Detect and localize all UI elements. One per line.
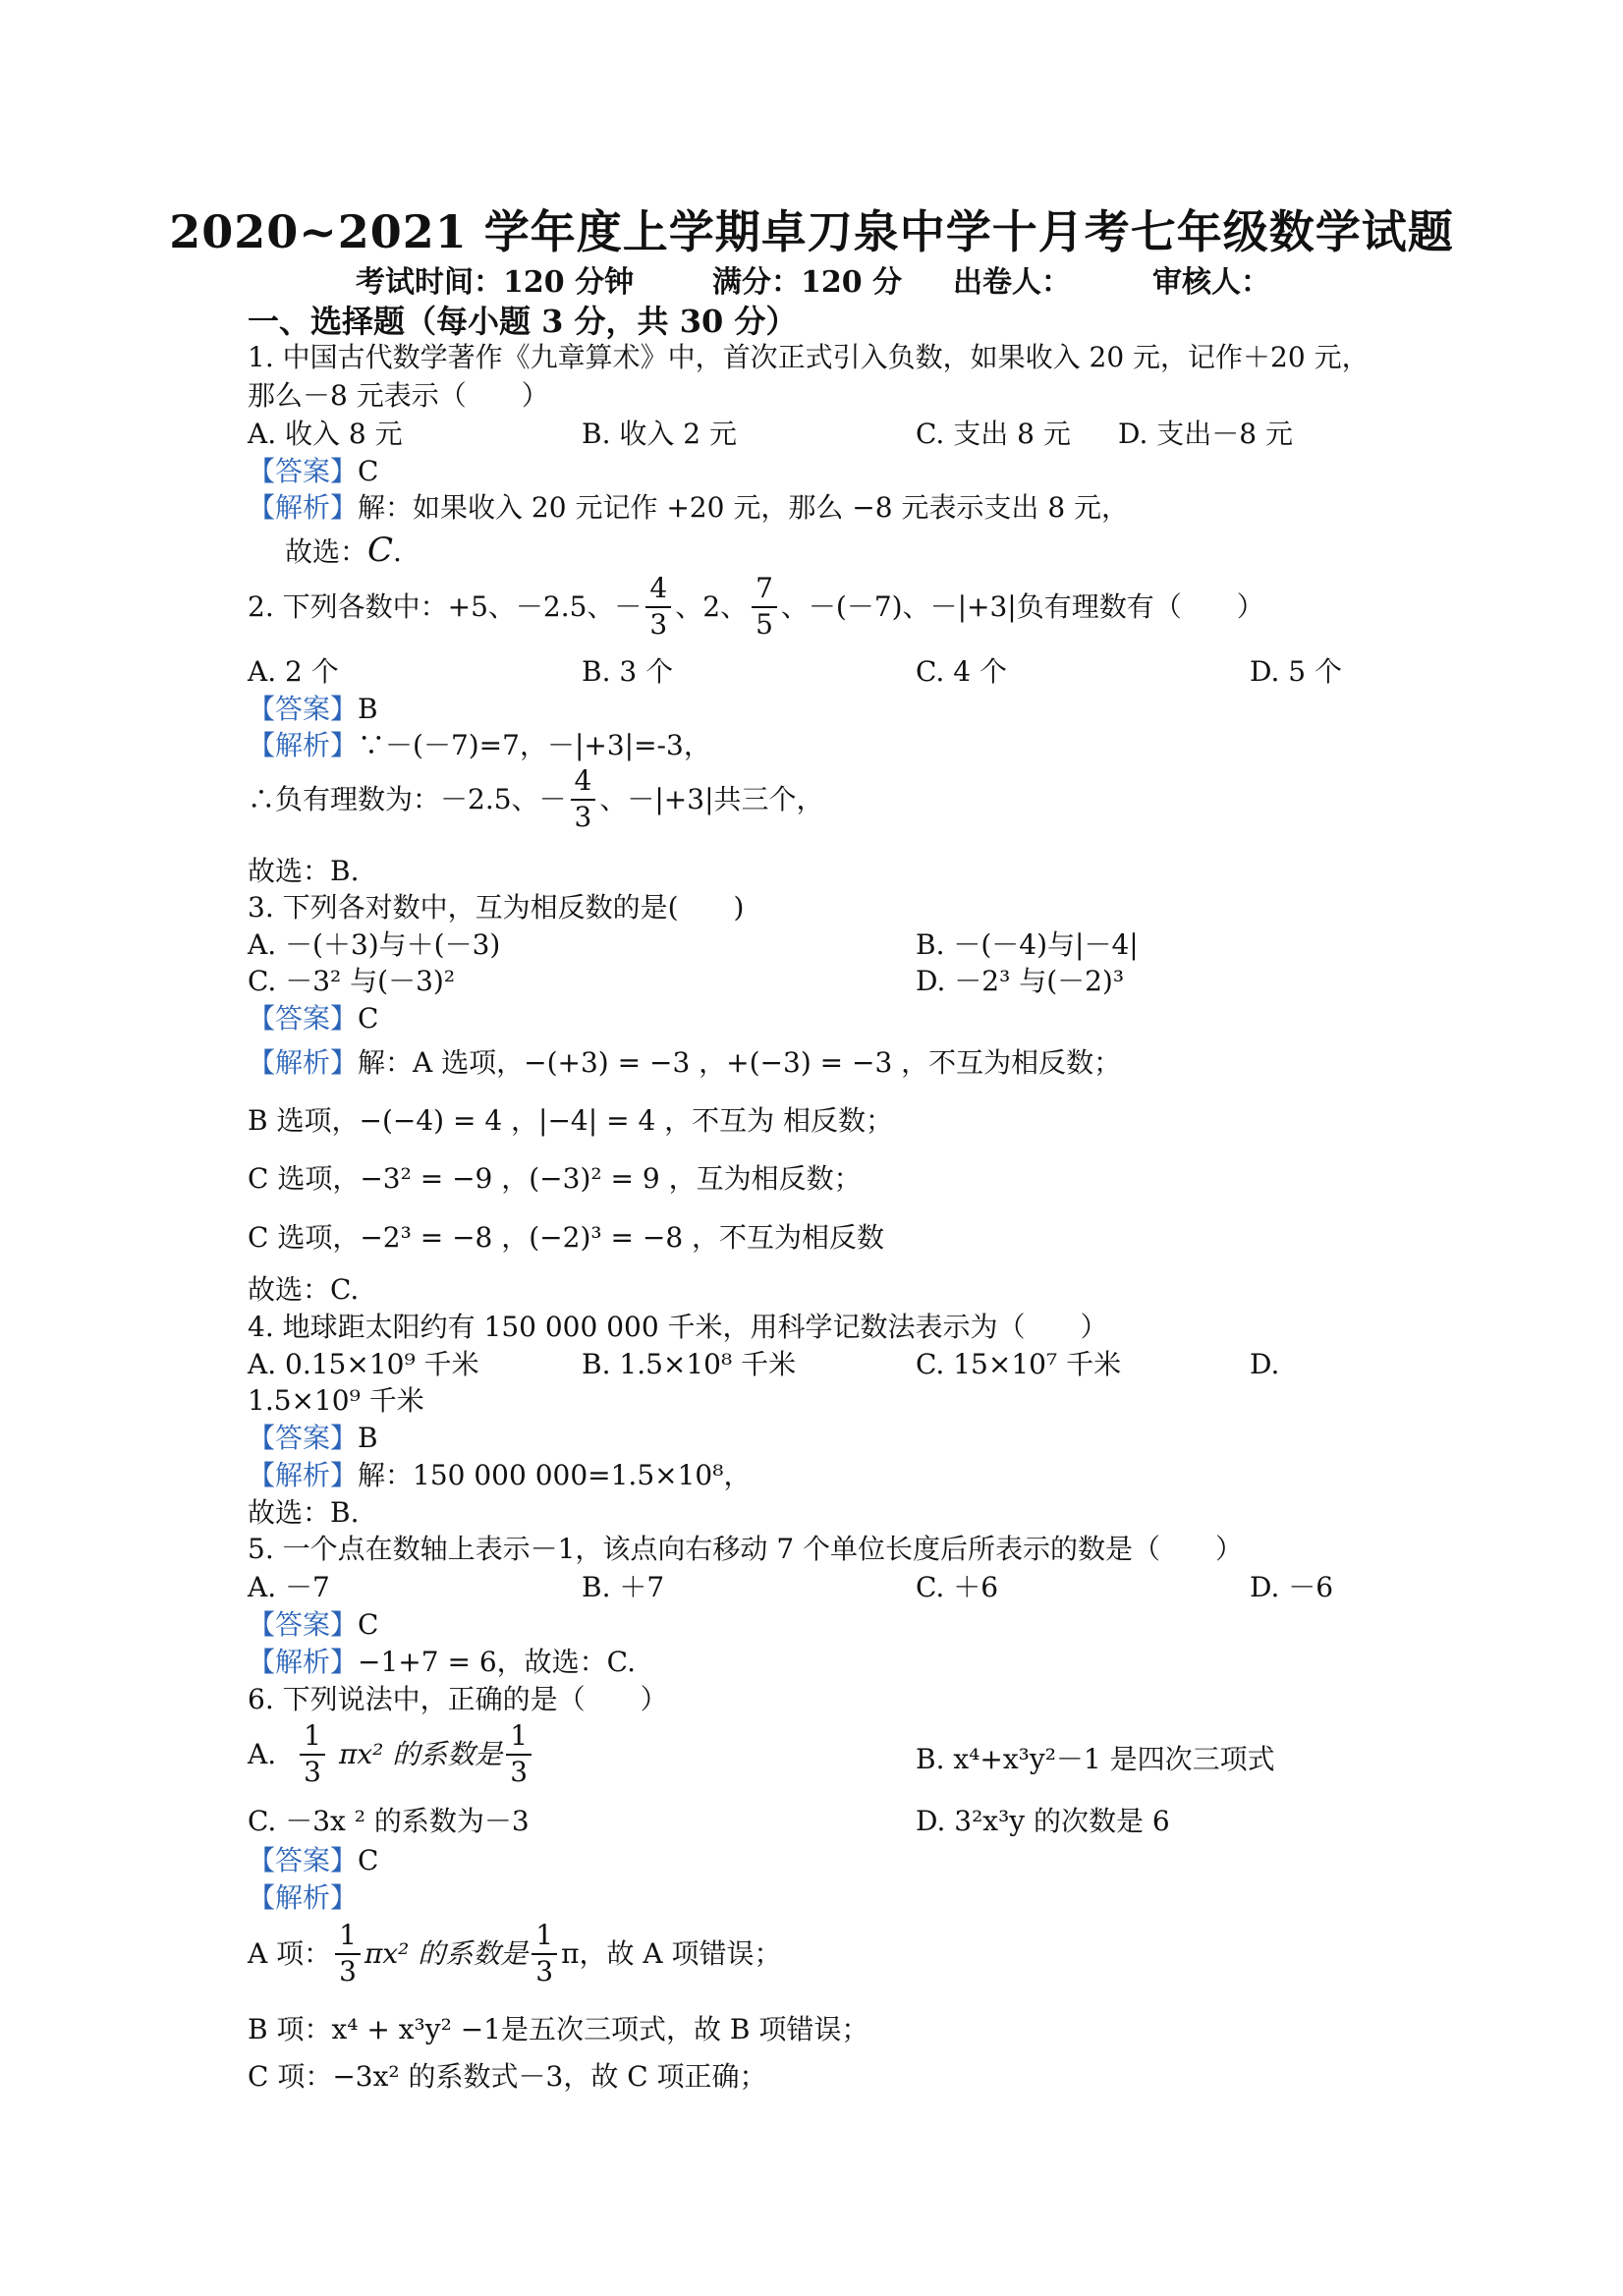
q6-stem: 6. 下列说法中，正确的是（ ） — [248, 1683, 668, 1715]
q3-c-line: C 选项，−3² = −9 ，(−3)² = 9 ，互为相反数； — [248, 1162, 862, 1195]
q6-option-a-fraction-2: $\frac{1}{3}$ — [506, 1721, 532, 1788]
q6-analysis-tag: 【解析】 — [248, 1881, 359, 1914]
q3-option-b: B. －(－4)与|－4| — [916, 928, 1139, 961]
full-score: 满分：120 分 — [712, 265, 903, 300]
q6-answer: 【答案】C — [248, 1844, 379, 1876]
q4-answer-value: B — [358, 1422, 378, 1454]
q3-d-line: C 选项，−2³ = −8 ，(−2)³ = −8 ，不互为相反数 — [248, 1221, 885, 1254]
q2-option-c: C. 4 个 — [916, 655, 1007, 688]
q6-option-a — [248, 1721, 535, 1788]
q5-analysis-text: −1+7 = 6，故选：C. — [358, 1646, 636, 1678]
q3-option-a: A. －(＋3)与＋(－3) — [248, 928, 501, 961]
q2-option-b: B. 3 个 — [582, 655, 674, 688]
q1-select-prefix: 故选： — [285, 535, 368, 568]
q2-fraction-3: $\frac{4}{3}$ — [571, 766, 596, 833]
exam-title: 2020~2021 学年度上学期卓刀泉中学十月考七年级数学试题 — [169, 205, 1454, 258]
q2-stem-c: 、－(－7)、－|+3|负有理数有（ ） — [780, 589, 1264, 623]
q5-option-b: B. ＋7 — [582, 1571, 665, 1603]
q2-option-d: D. 5 个 — [1250, 655, 1342, 688]
q6-option-a-label: A. — [248, 1737, 277, 1770]
q6-a-line — [248, 1921, 782, 1988]
q1-stem-line1: 1. 中国古代数学著作《九章算术》中，首次正式引入负数，如果收入 20 元，记作＋20 元， — [248, 341, 1370, 373]
q6-a-end: π，故 A 项错误； — [561, 1936, 782, 1970]
q4-answer: 【答案】B — [248, 1422, 378, 1454]
q2-answer-value: B — [358, 693, 378, 725]
q4-option-b: B. 1.5×10⁸ 千米 — [582, 1348, 797, 1380]
q2-therefore — [248, 766, 824, 833]
q5-stem: 5. 一个点在数轴上表示－1，该点向右移动 7 个单位长度后所表示的数是（ ） — [248, 1533, 1244, 1565]
q5-analysis: 【解析】−1+7 = 6，故选：C. — [248, 1646, 636, 1678]
q4-analysis: 【解析】解：150 000 000=1.5×10⁸， — [248, 1459, 752, 1491]
q4-option-d-label: D. — [1250, 1348, 1280, 1380]
q2-fraction-1: $\frac{4}{3}$ — [645, 574, 671, 641]
q2-stem-a: 2. 下列各数中：+5、－2.5、－ — [248, 589, 643, 623]
q6-option-a-mid: πx² 的系数是 — [338, 1737, 503, 1770]
reviewer-label: 审核人： — [1152, 265, 1270, 300]
q4-option-d-text: 1.5×10⁹ 千米 — [248, 1384, 424, 1417]
q3-stem: 3. 下列各对数中，互为相反数的是( ) — [248, 891, 745, 924]
q6-option-b: B. x⁴+x³y²－1 是四次三项式 — [916, 1743, 1275, 1775]
q4-analysis-text: 解：150 000 000=1.5×10⁸， — [358, 1459, 752, 1491]
q6-a-label: A 项： — [248, 1936, 332, 1970]
q2-answer: 【答案】B — [248, 693, 378, 725]
q5-answer-value: C — [358, 1608, 379, 1641]
q1-answer-value: C — [358, 455, 379, 487]
q2-therefore-a: ∴负有理数为：－2.5、－ — [248, 782, 567, 815]
section-heading: 一、选择题（每小题 3 分，共 30 分） — [248, 303, 798, 340]
q1-select-value: C — [367, 531, 394, 570]
q4-option-a: A. 0.15×10⁹ 千米 — [248, 1348, 479, 1380]
q5-answer: 【答案】C — [248, 1608, 379, 1641]
analysis-tag: 【解析】 — [248, 491, 359, 524]
q3-b-line: B 选项，−(−4) = 4 ，|−4| = 4 ，不互为 相反数； — [248, 1104, 894, 1137]
q6-option-a-fraction-1: $\frac{1}{3}$ — [300, 1721, 325, 1788]
q1-option-d: D. 支出－8 元 — [1118, 418, 1293, 450]
q2-therefore-b: 、－|+3|共三个， — [599, 782, 824, 815]
q1-option-b: B. 收入 2 元 — [582, 418, 737, 450]
q1-option-c: C. 支出 8 元 — [916, 418, 1071, 450]
q3-answer-value: C — [358, 1002, 379, 1035]
q2-stem-b: 、2、 — [675, 589, 749, 623]
q1-select-suffix: . — [393, 535, 402, 568]
author-label: 出卷人： — [953, 265, 1071, 300]
q3-answer: 【答案】C — [248, 1002, 379, 1035]
q2-fraction-2: $\frac{7}{5}$ — [752, 574, 777, 641]
q1-analysis — [248, 491, 1130, 524]
q1-answer — [248, 455, 379, 487]
q2-option-a: A. 2 个 — [248, 655, 339, 688]
q6-a-mid: πx² 的系数是 — [364, 1936, 529, 1970]
q3-analysis-text: 解：A 选项，−(+3) = −3 ，+(−3) = −3 ，不互为相反数； — [358, 1046, 1122, 1079]
q6-b-line: B 项：x⁴ + x³y² −1是五次三项式，故 B 项错误； — [248, 2013, 869, 2045]
q6-a-fraction-1: $\frac{1}{3}$ — [335, 1921, 361, 1988]
q2-stem — [248, 574, 1264, 641]
q5-option-a: A. －7 — [248, 1571, 330, 1603]
q6-option-c: C. －3x ² 的系数为－3 — [248, 1805, 530, 1837]
q3-option-c: C. －3² 与(－3)² — [248, 965, 456, 997]
q6-answer-value: C — [358, 1844, 379, 1876]
q3-select: 故选：C. — [248, 1273, 360, 1306]
answer-tag: 【答案】 — [248, 455, 359, 487]
q2-analysis: 【解析】∵－(－7)=7，－|+3|=-3， — [248, 729, 711, 761]
q5-option-c: C. ＋6 — [916, 1571, 999, 1603]
q1-select — [285, 531, 402, 570]
q1-option-a: A. 收入 8 元 — [248, 418, 403, 450]
q1-analysis-text: 解：如果收入 20 元记作 +20 元，那么 −8 元表示支出 8 元， — [358, 491, 1130, 524]
q2-analysis-text: ∵－(－7)=7，－|+3|=-3， — [358, 729, 711, 761]
q4-stem: 4. 地球距太阳约有 150 000 000 千米，用科学记数法表示为（ ） — [248, 1311, 1108, 1343]
exam-time: 考试时间：120 分钟 — [356, 265, 635, 300]
q4-option-c: C. 15×10⁷ 千米 — [916, 1348, 1122, 1380]
q2-select: 故选：B. — [248, 855, 360, 887]
q4-select: 故选：B. — [248, 1496, 360, 1529]
q3-option-d: D. －2³ 与(－2)³ — [916, 965, 1125, 997]
q6-a-fraction-2: $\frac{1}{3}$ — [532, 1921, 557, 1988]
q6-c-line: C 项：−3x² 的系数式－3，故 C 项正确； — [248, 2060, 767, 2093]
q1-stem-line2: 那么－8 元表示（ ） — [248, 379, 549, 412]
q6-option-d: D. 3²x³y 的次数是 6 — [916, 1805, 1170, 1837]
q5-option-d: D. －6 — [1250, 1571, 1334, 1603]
q3-analysis: 【解析】解：A 选项，−(+3) = −3 ，+(−3) = −3 ，不互为相反数； — [248, 1046, 1122, 1079]
